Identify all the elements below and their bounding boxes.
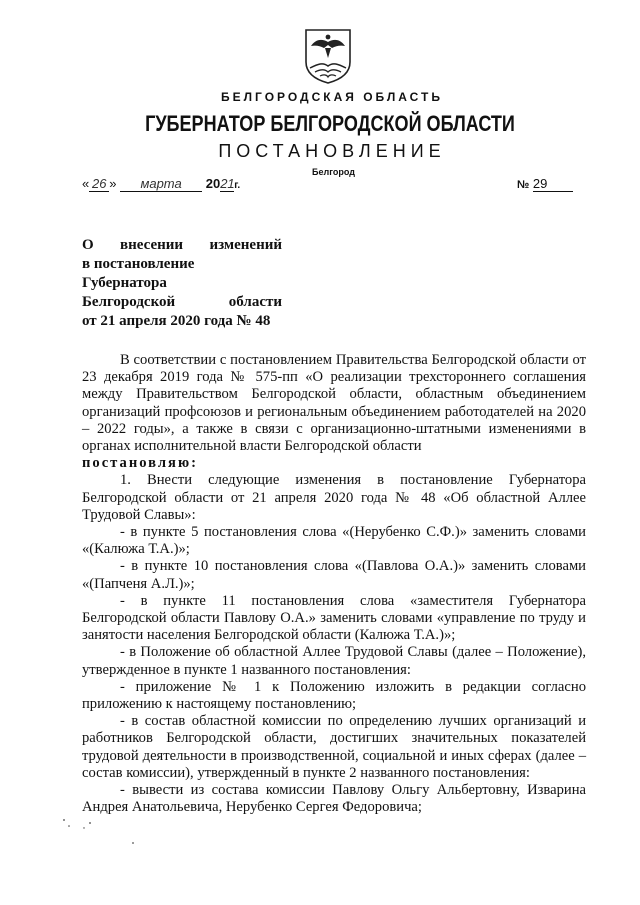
clause-commission: - в состав областной комиссии по определению лучших организаций и работников Белгородской области, достигших значительных показателей трудовой деятельности в производственной, социальной и иных сферах (далее – состав комиссии), утвержденный в пункте 2 названного постановления: (82, 713, 586, 781)
clause-1: 1. Внести следующие изменения в постановление Губернатора Белгородской области от 21 апреля 2020 года № 48 «Об областной Аллее Трудовой Славы»: (82, 472, 586, 523)
resolve-word: постановляю: (82, 455, 198, 472)
date-year-suffix: 21 (220, 176, 235, 191)
coat-of-arms-emblem (303, 28, 353, 84)
clause-point-5: - в пункте 5 постановления слова «(Нерубенко С.Ф.)» заменить словами «(Калюжа Т.А.)»; (82, 524, 586, 558)
decree-subject (82, 236, 282, 331)
subject-line-2: в постановление Губернатора (82, 256, 195, 291)
preamble-text: В соответствии с постановлением Правительства Белгородской области от 23 декабря 2019 года № 575-пп «О реализации трехстороннего соглашения между Правительством Белгородской области, областным объединением организаций профсоюзов и региональным объединением работодателей на 2020 – 2022 годы», а также в связи с организационно-штатными изменениями в органах исполнительной власти Белгородской области (82, 352, 586, 455)
clause-point-11: - в пункте 11 постановления слова «заместителя Губернатора Белгородской области Павлову О.А.» заменить словами «управление по труду и занятости населения Белгородской области (Калюжа Т.А.)»; (82, 592, 586, 644)
number-value: 29 (533, 176, 573, 192)
subject-line-3 (82, 293, 282, 312)
clause-point-10: - в пункте 10 постановления слова «(Павлова О.А.)» заменить словами «(Папченя А.Л.)»; (82, 558, 586, 592)
region-name: БЕЛГОРОДСКАЯ ОБЛАСТЬ (221, 90, 443, 104)
date-year-prefix: 20 (205, 176, 221, 191)
subject-line-4: от 21 апреля 2020 года № 48 (82, 313, 271, 329)
decree-number (517, 176, 573, 192)
clause-appendix: - приложение № 1 к Положению изложить в редакции согласно приложению к настоящему постановлению; (82, 678, 586, 713)
decree-date (82, 176, 240, 192)
preamble-paragraph (82, 352, 586, 472)
subject-word: внесении (120, 237, 184, 253)
date-day: 26 (89, 176, 109, 192)
decree-body (82, 352, 586, 816)
clause-remove-members: - вывести из состава комиссии Павлову Ольгу Альбертовну, Изварина Андрея Анатольевича, Нерубенко Сергея Федоровича; (82, 782, 586, 816)
city-name: Белгород (312, 167, 355, 177)
subject-word: О (82, 237, 94, 253)
date-year-mark: г. (234, 180, 241, 191)
scan-speck (128, 838, 138, 848)
scan-specks (60, 812, 100, 832)
clause-regulation: - в Положение об областной Аллее Трудовой Славы (далее – Положение), утвержденное в пункте 1 названного постановления: (82, 644, 586, 678)
date-open-quote: « (82, 176, 90, 191)
document-type: ПОСТАНОВЛЕНИЕ (218, 141, 446, 161)
subject-word: Белгородской (82, 294, 176, 310)
governor-title: ГУБЕРНАТОР БЕЛГОРОДСКОЙ ОБЛАСТИ (145, 111, 515, 136)
date-month: марта (120, 176, 202, 192)
subject-line-1 (82, 236, 282, 255)
date-close-quote: » (109, 176, 117, 191)
subject-word: изменений (209, 237, 282, 253)
number-label: № (517, 179, 530, 191)
subject-word: области (228, 294, 282, 310)
